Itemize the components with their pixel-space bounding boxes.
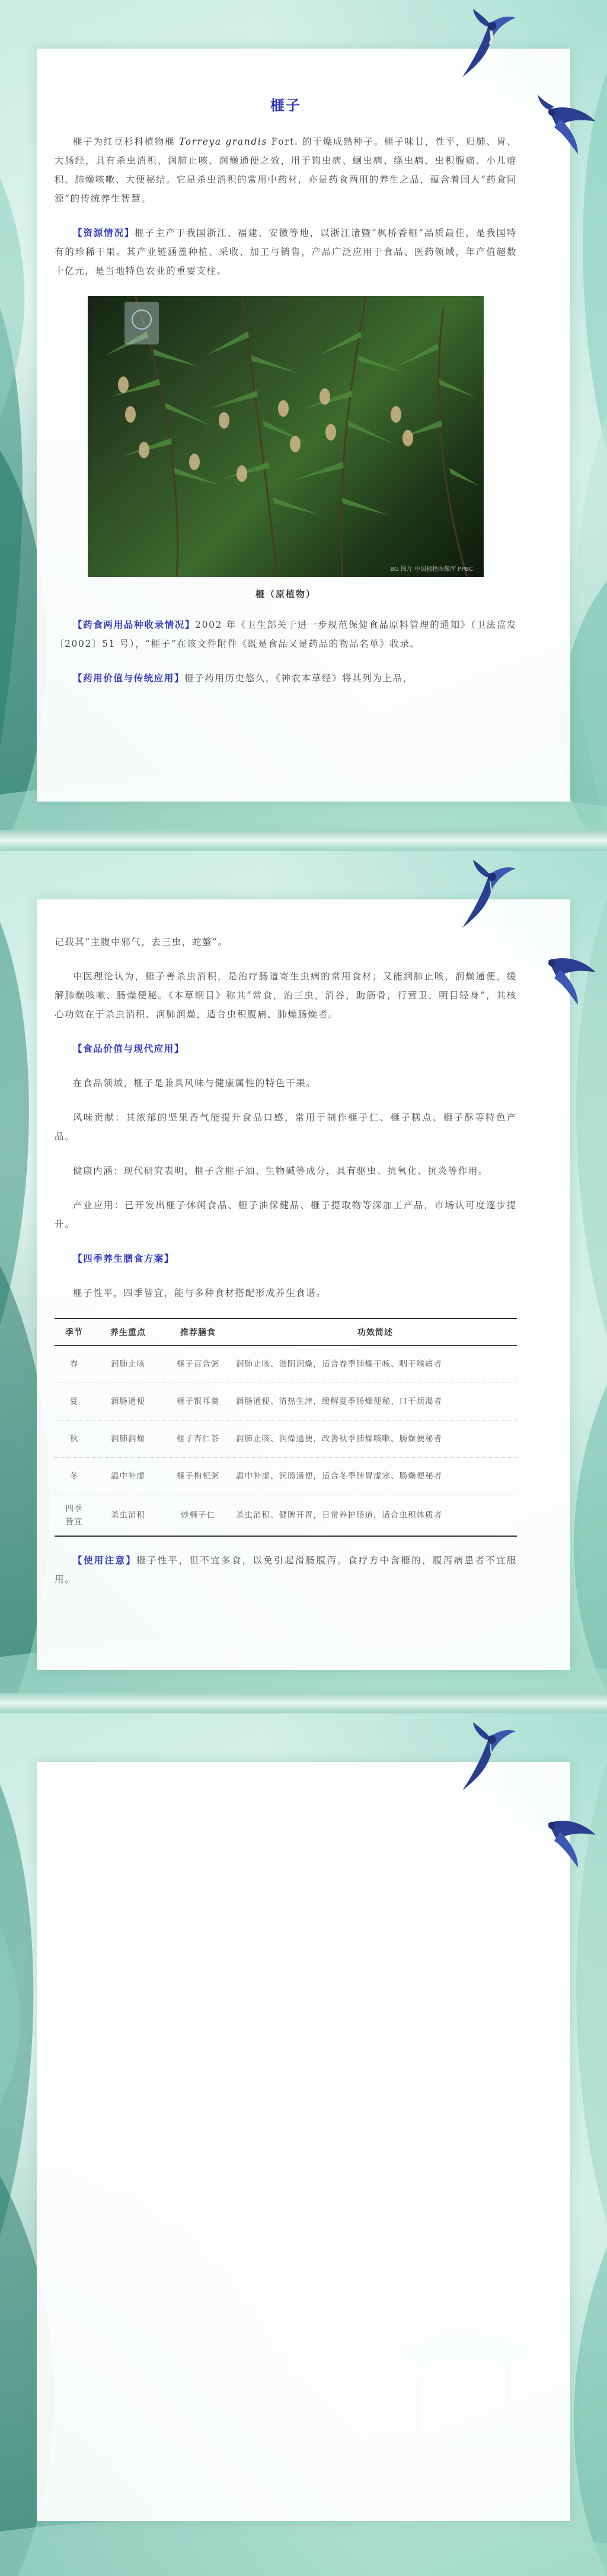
- table-row: [55, 1495, 517, 1537]
- table-cell: 春: [55, 1346, 94, 1383]
- table-cell: 榧子枸杞粥: [162, 1458, 234, 1495]
- table-cell: 润肠通便、清热生津，缓解夏季肠燥便秘、口干烦渴者: [234, 1383, 517, 1421]
- intro-paragraph: 榧子为红豆杉科植物榧 Torreya grandis Fort. 的干燥成熟种子。榧子味甘，性平，归肺、胃、大肠经，具有杀虫消积、润肺止咳、润燥通便之效，用于钩虫病、蛔虫病、绦虫病、虫积腹痛、小儿疳积、肺燥咳嗽、大便秘结。它是杀虫消积的常用中药材，亦是药食两用的养生之品，蕴含着国人“药食同源”的传统养生智慧。: [55, 136, 517, 204]
- page-title: 榧子: [270, 97, 301, 114]
- table-cell: 榧子百合粥: [162, 1346, 234, 1383]
- history-paragraph-end: 记载其“主腹中邪气，去三虫，蛇螫”。: [55, 937, 228, 947]
- table-cell: 温中补虚: [94, 1458, 162, 1495]
- table-header: 养生重点: [94, 1319, 162, 1346]
- background-panel-2: [0, 851, 607, 1693]
- modern-paragraph: 风味贡献：其浓郁的坚果香气能提升食品口感，常用于制作榧子仁、榧子糕点、榧子酥等特色产品。: [55, 1112, 517, 1142]
- photo-caption: 榧（原植物）: [255, 589, 316, 599]
- history-paragraph-start: 【药用价值与传统应用】榧子药用历史悠久，《神农本草经》将其列为上品，: [73, 672, 413, 684]
- swallow-icon: [456, 6, 522, 89]
- page-divider: [0, 830, 607, 851]
- article-section-2: [55, 933, 517, 1604]
- table-row: [55, 1383, 517, 1421]
- plant-photo: [88, 296, 484, 577]
- swallow-icon: [536, 86, 602, 157]
- article-section-1: [55, 94, 517, 703]
- table-cell: 润肺润燥: [94, 1421, 162, 1458]
- table-cell: 榧子银耳羹: [162, 1383, 234, 1421]
- seasonal-diet-table: [55, 1318, 517, 1537]
- modern-paragraph: 健康内涵：现代研究表明，榧子含榧子油、生物碱等成分，具有驱虫、抗氧化、抗炎等作用。: [73, 1166, 489, 1176]
- table-cell: 榧子杏仁茶: [162, 1421, 234, 1458]
- torreya-branch-image: [88, 296, 484, 577]
- table-cell: 夏: [55, 1383, 94, 1421]
- seasonal-label-line: [55, 1249, 517, 1268]
- section-label: 【药用价值与传统应用】: [73, 672, 185, 684]
- page-divider: [0, 1693, 607, 1713]
- table-cell: 冬: [55, 1458, 94, 1495]
- policy-paragraph: 【药食两用品种收录情况】2002 年《卫生部关于进一步规范保健食品原料管理的通知》（卫法监发〔2002〕51 号），“榧子”在该文件附件《既是食品又是药品的物品名单》收录。: [55, 619, 517, 649]
- logo-watermark: [124, 302, 159, 344]
- resource-paragraph: 【资源情况】榧子主产于我国浙江、福建、安徽等地，以浙江诸暨“枫桥香榧”品质最佳，是我国特有的珍稀干果。其产业链涵盖种植、采收、加工与销售，产品广泛应用于食品、医药领域，年产值超数十亿元，是当地特色农业的重要支柱。: [55, 227, 517, 276]
- swallow-icon: [536, 1799, 602, 1870]
- table-cell: 杀虫消积、健脾开胃，日常养护肠道，适合虫积体质者: [236, 1511, 442, 1520]
- photo-watermark: BG 图片 中国植物图像库 PPBC: [390, 566, 473, 573]
- table-row: [55, 1346, 517, 1383]
- table-cell: 四季 皆宜: [65, 1504, 83, 1527]
- table-header: 功效简述: [234, 1319, 517, 1346]
- table-cell: 润肺止咳、润燥通便，改善秋季肺燥咳嗽、肠燥便秘者: [234, 1421, 517, 1458]
- caution-paragraph: 【使用注意】榧子性平，但不宜多食，以免引起滑肠腹泻。食疗方中含榧的，腹泻病患者不宜服用。: [55, 1554, 517, 1585]
- table-header-row: [55, 1319, 517, 1346]
- seasonal-intro: 榧子性平，四季皆宜，能与多种食材搭配形成养生食谱。: [73, 1288, 327, 1298]
- tcm-paragraph: 中医理论认为，榧子善杀虫消积，是治疗肠道寄生虫病的常用食材；又能润肺止咳，润燥通便，缓解肺燥咳嗽、肠燥便秘。《本草纲目》称其“常食，治三虫，消谷，助筋骨，行营卫，明目轻身”，其核心功效在于杀虫消积、润肺润燥，适合虫积腹痛、肺燥肠燥者。: [55, 971, 517, 1020]
- swallow-icon: [536, 937, 602, 1008]
- modern-label-line: [55, 1039, 517, 1058]
- table-cell: 润肠通便: [94, 1383, 162, 1421]
- modern-paragraph: 在食品领域，榧子是兼具风味与健康属性的特色干果。: [73, 1078, 317, 1089]
- table-cell: 杀虫消积: [111, 1511, 145, 1520]
- modern-paragraph: 产业应用：已开发出榧子休闲食品、榧子油保健品、榧子提取物等深加工产品，市场认可度逐步提升。: [55, 1200, 517, 1230]
- table-cell: 润肺止咳: [94, 1346, 162, 1383]
- section-label: 【四季养生膳食方案】: [73, 1253, 175, 1264]
- latin-name: Torreya grandis: [179, 136, 267, 147]
- table-row: [55, 1421, 517, 1458]
- section-label: 【食品价值与现代应用】: [73, 1043, 185, 1054]
- table-cell: 秋: [55, 1421, 94, 1458]
- swallow-icon: [456, 1719, 522, 1802]
- table-header: 推荐膳食: [162, 1319, 234, 1346]
- table-cell: 炒榧子仁: [181, 1511, 215, 1520]
- swallow-icon: [456, 857, 522, 940]
- table-cell: 润肺止咳、滋阴润燥，适合春季肺燥干咳、咽干喉痛者: [234, 1346, 517, 1383]
- table-cell: 温中补虚、润肠通便，适合冬季脾胃虚寒、肠燥便秘者: [234, 1458, 517, 1495]
- section-label: 【使用注意】: [73, 1554, 137, 1566]
- section-label: 【药食两用品种收录情况】: [73, 619, 196, 630]
- table-row: [55, 1458, 517, 1495]
- background-panel-1: [0, 0, 607, 830]
- table-header: 季节: [55, 1319, 94, 1346]
- content-card: [37, 1762, 570, 2521]
- background-panel-3: [0, 1713, 607, 2576]
- section-label: 【资源情况】: [73, 227, 135, 238]
